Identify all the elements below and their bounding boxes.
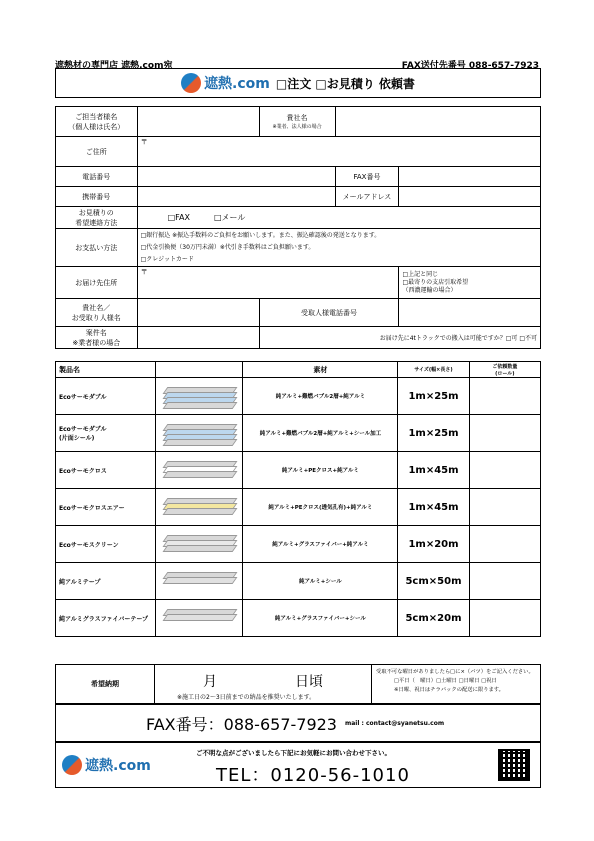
product-image bbox=[155, 452, 243, 489]
material-layer bbox=[162, 402, 237, 409]
email-label: メールアドレス bbox=[335, 187, 399, 207]
material-sample-icon bbox=[159, 566, 235, 596]
product-material: 純アルミ+PEクロス(透気孔有)+純アルミ bbox=[243, 489, 398, 526]
fax-field[interactable] bbox=[399, 167, 541, 187]
product-material: 純アルミ+難燃バブル2層+純アルミ+シール加工 bbox=[243, 415, 398, 452]
delivery-address-label: お届け先住所 bbox=[56, 267, 138, 299]
product-image bbox=[155, 563, 243, 600]
col-quantity: ご依頼数量 (ロール) bbox=[469, 362, 540, 378]
project-field[interactable] bbox=[137, 327, 259, 349]
product-name: Ecoサーモスクリーン bbox=[56, 526, 156, 563]
company-label-text: 貴社名 bbox=[286, 114, 308, 122]
product-material: 純アルミ+PEクロス+純アルミ bbox=[243, 452, 398, 489]
product-quantity-field[interactable] bbox=[469, 563, 540, 600]
footer-logo-text: 遮熱.com bbox=[85, 758, 151, 774]
product-name: 純アルミグラスファイバーテープ bbox=[56, 600, 156, 637]
email-field[interactable] bbox=[399, 187, 541, 207]
material-sample-icon bbox=[159, 381, 235, 411]
material-layer bbox=[162, 614, 237, 621]
product-header-row bbox=[56, 362, 541, 378]
phone-field[interactable] bbox=[137, 167, 335, 187]
product-row bbox=[56, 489, 541, 526]
delivery-date-note: ※施工日の2～3日前までの納品を推奨いたします。 bbox=[177, 694, 316, 701]
delivery-branch-pickup-option[interactable]: □最寄りの支店引取希望 bbox=[402, 278, 469, 286]
qr-code-icon[interactable] bbox=[498, 749, 530, 781]
material-sample-icon bbox=[159, 492, 235, 522]
phone-label: 電話番号 bbox=[56, 167, 138, 187]
payment-credit-card[interactable]: □クレジットカード bbox=[140, 255, 194, 263]
product-row bbox=[56, 378, 541, 415]
contact-name-label: ご担当者様名 （個人様は氏名） bbox=[56, 107, 138, 137]
product-material: 純アルミ+グラスファイバー+純アルミ bbox=[243, 526, 398, 563]
product-quantity-field[interactable] bbox=[469, 526, 540, 563]
product-size: 1m×45m bbox=[398, 452, 469, 489]
product-image bbox=[155, 415, 243, 452]
product-quantity-field[interactable] bbox=[469, 378, 540, 415]
material-sample-icon bbox=[159, 418, 235, 448]
delivery-options[interactable] bbox=[399, 267, 541, 299]
fax-label: FAX番号 bbox=[335, 167, 399, 187]
unavailable-days-remark: ※日曜、祝日はチラバックの配送に限ります。 bbox=[394, 687, 504, 693]
postal-mark: 〒 bbox=[140, 138, 148, 146]
company-name-label bbox=[259, 107, 335, 137]
product-material: 純アルミ+難燃バブル2層+純アルミ bbox=[243, 378, 398, 415]
payment-cash-on-delivery[interactable]: □代金引換便（30万円未満）※代引き手数料はご負担願います。 bbox=[140, 243, 315, 251]
quote-contact-options[interactable]: □FAX □メール bbox=[137, 207, 540, 229]
product-name: Ecoサーモクロス bbox=[56, 452, 156, 489]
col-image bbox=[155, 362, 243, 378]
contact-name-field[interactable] bbox=[137, 107, 259, 137]
company-name-field[interactable] bbox=[335, 107, 541, 137]
logo-globe-icon bbox=[181, 73, 201, 93]
product-table bbox=[55, 361, 541, 637]
product-material: 純アルミ+シール bbox=[243, 563, 398, 600]
product-image bbox=[155, 489, 243, 526]
product-quantity-field[interactable] bbox=[469, 452, 540, 489]
product-quantity-field[interactable] bbox=[469, 489, 540, 526]
product-material: 純アルミ+グラスファイバー+シール bbox=[243, 600, 398, 637]
payment-label: お支払い方法 bbox=[56, 229, 138, 267]
product-image bbox=[155, 378, 243, 415]
mobile-field[interactable] bbox=[137, 187, 335, 207]
unavailable-days-note: 受取不可な曜日がありましたら□に×（バツ）をご記入ください。 bbox=[376, 669, 534, 675]
address-label: ご住所 bbox=[56, 137, 138, 167]
footer-logo-globe-icon bbox=[62, 755, 82, 775]
logo bbox=[181, 73, 270, 93]
product-image bbox=[155, 600, 243, 637]
logo-text: 遮熱.com bbox=[204, 76, 270, 92]
company-note: ※業者、法人様の場合 bbox=[272, 124, 322, 130]
recipient-phone-field[interactable] bbox=[399, 299, 541, 327]
contact-email: mail : contact@syanetsu.com bbox=[345, 719, 445, 727]
product-name: Ecoサーモクロスエアー bbox=[56, 489, 156, 526]
product-quantity-field[interactable] bbox=[469, 415, 540, 452]
address-field[interactable] bbox=[137, 137, 540, 167]
recipient-phone-label: 受取人様電話番号 bbox=[259, 299, 399, 327]
payment-bank-transfer[interactable]: □銀行振込 ※振込手数料のご負担をお願いします。また、振込確認後の発送となります。 bbox=[140, 231, 381, 239]
unavailable-days[interactable] bbox=[372, 665, 540, 703]
col-size: サイズ(幅×長さ) bbox=[398, 362, 469, 378]
project-label: 案件名 ※業者様の場合 bbox=[56, 327, 138, 349]
material-layer bbox=[162, 508, 237, 515]
material-sample-icon bbox=[159, 603, 235, 633]
product-row bbox=[56, 526, 541, 563]
product-row bbox=[56, 563, 541, 600]
tel-number: TEL：0120-56-1010 bbox=[216, 765, 410, 786]
material-layer bbox=[162, 577, 237, 584]
delivery-branch-note: （西濃運輸の場合） bbox=[402, 286, 457, 294]
product-size: 5cm×20m bbox=[398, 600, 469, 637]
inquiry-note: ご不明な点がございましたら下記にお気軽にお問い合わせ下さい。 bbox=[196, 749, 391, 757]
delivery-date-section bbox=[55, 664, 541, 704]
material-sample-icon bbox=[159, 455, 235, 485]
truck-access-question[interactable]: お届け先に4tトラックでの搬入は可能ですか？□可 □不可 bbox=[259, 327, 540, 349]
delivery-date-field[interactable] bbox=[155, 665, 372, 703]
delivery-day-label: 日頃 bbox=[295, 674, 323, 690]
col-product-name: 製品名 bbox=[56, 362, 156, 378]
quote-contact-label: お見積りの 希望連絡方法 bbox=[56, 207, 138, 229]
product-row bbox=[56, 452, 541, 489]
mobile-label: 携帯番号 bbox=[56, 187, 138, 207]
material-layer bbox=[162, 471, 237, 478]
delivery-postal-mark: 〒 bbox=[140, 268, 148, 276]
delivery-address-field[interactable] bbox=[137, 267, 399, 299]
header-recipient: 遮熱材の専門店 遮熱.com宛 bbox=[55, 61, 173, 71]
unavailable-days-options[interactable]: □平日（ 曜日）□土曜日 □日曜日 □祝日 bbox=[394, 678, 497, 684]
product-size: 1m×25m bbox=[398, 378, 469, 415]
product-row bbox=[56, 600, 541, 637]
form-title: □注文 □お見積り 依頼書 bbox=[275, 76, 415, 91]
material-sample-icon bbox=[159, 529, 235, 559]
contact-footer bbox=[55, 742, 541, 788]
title-bar bbox=[55, 68, 541, 98]
delivery-month-label: 月 bbox=[203, 674, 217, 690]
product-image bbox=[155, 526, 243, 563]
product-name: Ecoサーモダブル bbox=[56, 378, 156, 415]
fax-footer bbox=[55, 704, 541, 742]
payment-options[interactable] bbox=[137, 229, 540, 267]
product-quantity-field[interactable] bbox=[469, 600, 540, 637]
footer-logo bbox=[62, 755, 151, 775]
product-row bbox=[56, 415, 541, 452]
material-layer bbox=[162, 545, 237, 552]
recipient-field[interactable] bbox=[137, 299, 259, 327]
recipient-label: 貴社名／ お受取り人様名 bbox=[56, 299, 138, 327]
product-size: 1m×45m bbox=[398, 489, 469, 526]
product-name: Ecoサーモダブル (片面シール) bbox=[56, 415, 156, 452]
customer-info-form bbox=[55, 106, 541, 349]
header-fax-number: FAX送付先番号 088-657-7923 bbox=[401, 61, 539, 71]
material-layer bbox=[162, 439, 237, 446]
fax-number-big: FAX番号：088-657-7923 bbox=[146, 714, 337, 734]
delivery-same-option[interactable]: □上記と同じ bbox=[402, 270, 439, 278]
product-name: 純アルミテープ bbox=[56, 563, 156, 600]
product-size: 1m×25m bbox=[398, 415, 469, 452]
product-size: 1m×20m bbox=[398, 526, 469, 563]
delivery-date-label: 希望納期 bbox=[56, 665, 155, 703]
col-material: 素材 bbox=[243, 362, 398, 378]
product-size: 5cm×50m bbox=[398, 563, 469, 600]
